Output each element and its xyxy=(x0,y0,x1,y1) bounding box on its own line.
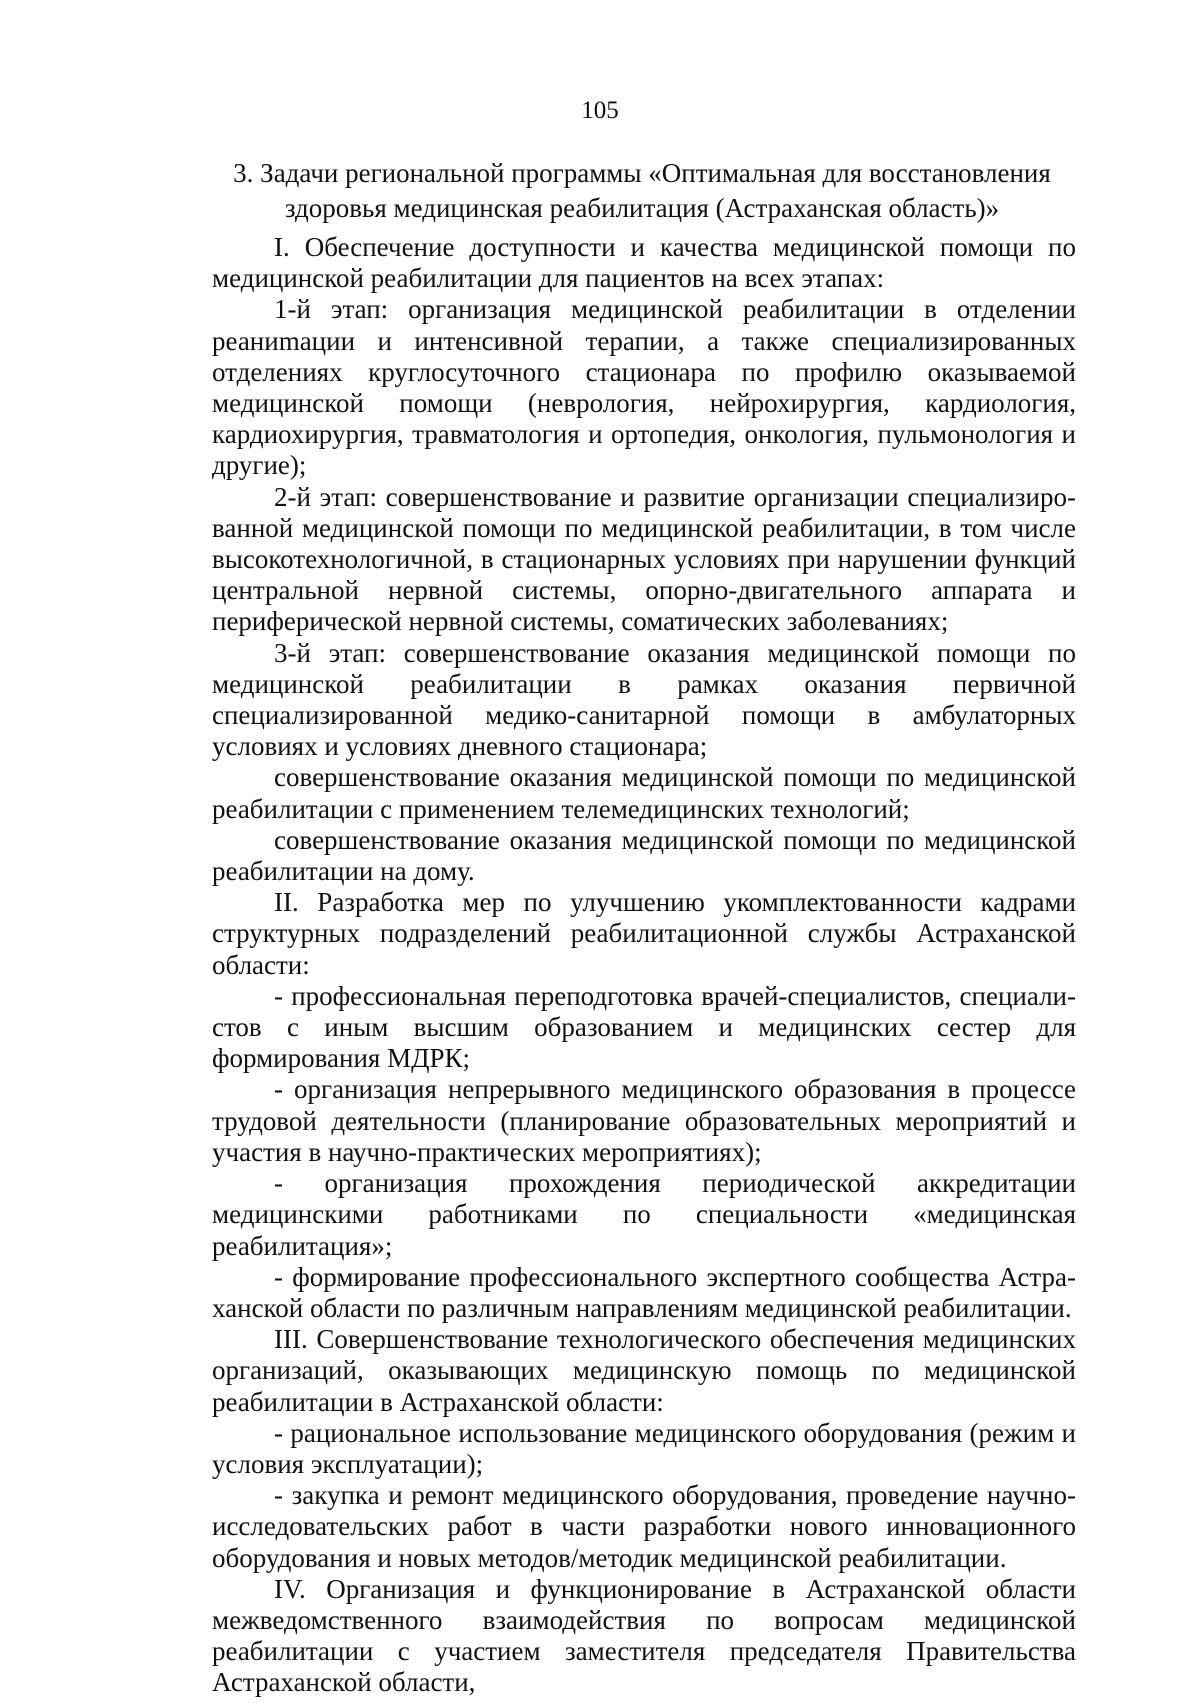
section-heading-line-2: здоровья медицинская реабилитация (Астраханская область)» xyxy=(284,193,1000,223)
list-item-retraining: - профессиональная переподготовка врачей-специалистов, специалистов с иным высшим образованием и медицинских сестер для формирования МДРК; xyxy=(212,980,1076,1074)
paragraph-task-4: IV. Организация и функционирование в Астраханской области межведомственного взаимодействия по вопросам медицинской реабилитации с участием заместителя председателя Правительства Астраханской области, xyxy=(212,1573,1076,1698)
paragraph-stage-2: 2-й этап: совершенствование и развитие организации специализированной медицинской помощи по медицинской реабилитации, в том числе высокотехнологичной, в стационарных условиях при нарушении функций центральной нервной системы, опорно-двигательного аппарата и периферической нервной системы, соматических заболеваниях; xyxy=(212,481,1076,637)
list-item-continuing-education: - организация непрерывного медицинского образования в процессе трудовой деятельности (планирование образовательных мероприятий и участия в научно-практических мероприятиях); xyxy=(212,1074,1076,1167)
paragraph-telemedicine: совершенствование оказания медицинской помощи по медицинской реабилитации с применением телемедицинских технологий; xyxy=(212,762,1076,824)
page-number: 105 xyxy=(581,97,619,124)
paragraph-task-1: I. Обеспечение доступности и качества медицинской помощи по медицинской реабилитации для пациентов на всех этапах: xyxy=(212,232,1076,294)
paragraph-stage-3: 3-й этап: совершенствование оказания медицинской помощи по медицинской реабилитации в рамках оказания первичной специализированной медико-санитарной помощи в амбулаторных условиях и условиях дневного стационара; xyxy=(212,637,1076,762)
list-item-equipment-purchase: - закупка и ремонт медицинского оборудования, проведение научно-исследовательских работ в части разработки нового инновационного оборудования и новых методов/методик медицинской реабилитации. xyxy=(212,1480,1076,1573)
paragraph-home-rehab: совершенствование оказания медицинской помощи по медицинской реабилитации на дому. xyxy=(212,824,1076,887)
body-text xyxy=(212,232,1076,1699)
section-heading-line-1: 3. Задачи региональной программы «Оптимальная для восстановления xyxy=(233,158,1051,188)
section-heading xyxy=(212,156,1072,226)
paragraph-task-3: III. Совершенствование технологического обеспечения медицинских организаций, оказывающих медицинскую помощь по медицинской реабилитации в Астраханской области: xyxy=(212,1324,1076,1417)
list-item-equipment-use: - рациональное использование медицинского оборудования (режим и условия эксплуатации); xyxy=(212,1417,1076,1479)
paragraph-stage-1: 1-й этап: организация медицинской реабилитации в отделении реаниmации и интенсивной терапии, а также специализированных отделениях круглосуточного стационара по профилю оказываемой медицинской помощи (неврология, нейрохирургия, кардиология, кардиохирургия, травматология и ортопедия, онкология, пульмонология и другие); xyxy=(212,294,1076,481)
paragraph-task-2: II. Разработка мер по улучшению укомплектованности кадрами структурных подразделений реабилитационной службы Астраханской области: xyxy=(212,887,1076,980)
list-item-accreditation: - организация прохождения периодической аккредитации медицинскими работниками по специальности «медицинская реабилитация»; xyxy=(212,1168,1076,1261)
list-item-expert-community: - формирование профессионального экспертного сообщества Астраханской области по различным направлениям медицинской реабилитации. xyxy=(212,1261,1076,1323)
